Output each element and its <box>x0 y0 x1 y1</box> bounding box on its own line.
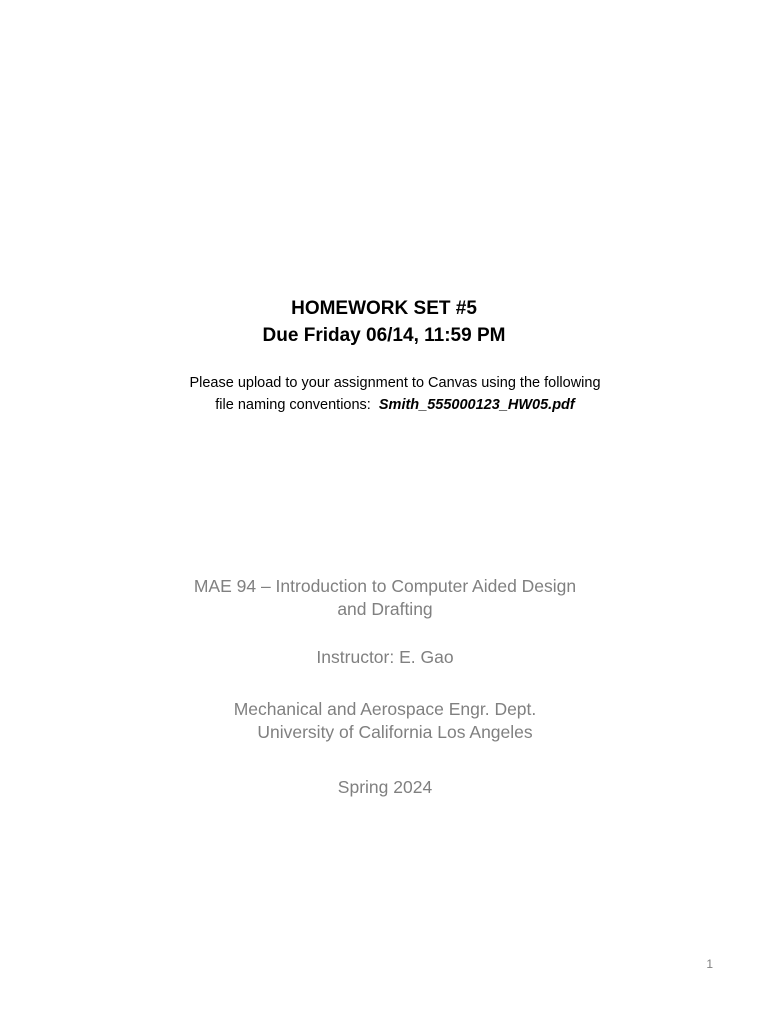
course-title-line-2: and Drafting <box>337 599 433 619</box>
instructor-line: Instructor: E. Gao <box>316 647 454 667</box>
instructions-prefix: file naming conventions: <box>215 397 379 413</box>
course-title <box>0 575 768 621</box>
homework-header <box>0 295 768 349</box>
term-line: Spring 2024 <box>337 777 433 797</box>
department-line: Mechanical and Aerospace Engr. Dept. <box>233 699 537 719</box>
department-info <box>0 698 768 744</box>
submission-instructions <box>0 372 768 416</box>
course-title-line-1: MAE 94 – Introduction to Computer Aided Design <box>193 576 577 596</box>
university-line: University of California Los Angeles <box>257 722 533 742</box>
instructor-name <box>0 646 768 669</box>
page-number: 1 <box>706 957 713 971</box>
term <box>0 776 768 799</box>
instructions-line-2 <box>0 394 768 416</box>
due-date: Due Friday 06/14, 11:59 PM <box>262 325 506 346</box>
file-name-example: Smith_555000123_HW05.pdf <box>378 397 575 413</box>
homework-title: HOMEWORK SET #5 <box>291 298 477 319</box>
instructions-line-1: Please upload to your assignment to Canvas using the following <box>189 375 601 391</box>
